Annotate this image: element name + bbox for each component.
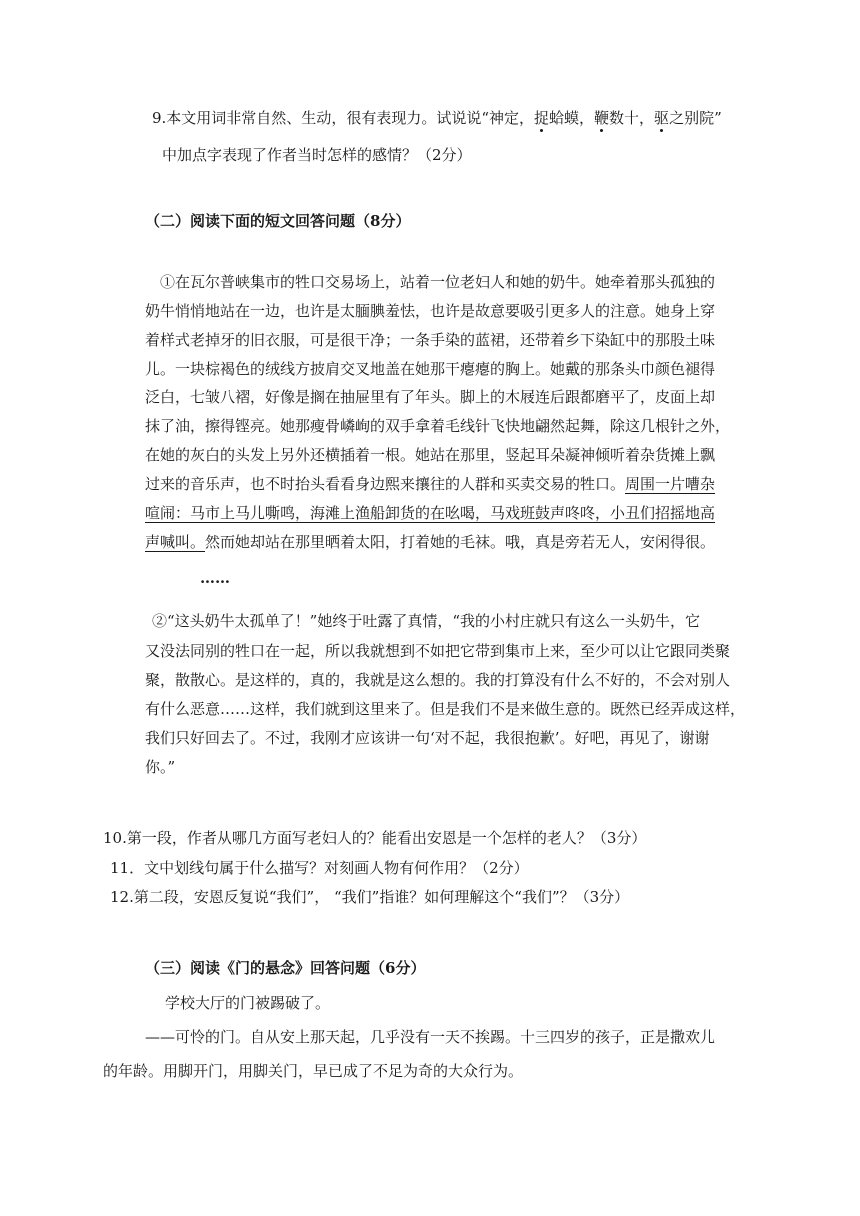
section-3-heading: （三）阅读《门的悬念》回答问题（6分） <box>145 959 426 977</box>
passage-2-line: 有什么恶意……这样，我们就到这里来了。但是我们不是来做生意的。既然已经弄成这样， <box>145 700 746 718</box>
emphasis-dot-char-2: 鞭 <box>594 109 610 127</box>
underlined-sentence-part-1: 周围一片嘈杂 <box>625 475 716 493</box>
passage-2-line: 又没法同别的牲口在一起，所以我就想到不如把它带到集市上来，至少可以让它跟同类聚 <box>145 642 731 660</box>
passage-1-line: 着样式老掉牙的旧衣服，可是很干净；一条手染的蓝裙，还带着乡下染缸中的那股土味 <box>145 331 716 349</box>
passage-2-line: 聚，散散心。是这样的，真的，我就是这么想的。我的打算没有什么不好的，不会对别人 <box>145 671 731 689</box>
question-9-line-1 <box>152 108 722 128</box>
question-12: 12.第二段，安恩反复说“我们”， “我们”指谁？如何理解这个“我们”？（3分） <box>110 888 630 906</box>
underlined-sentence-part-3: 声喊叫。 <box>145 533 206 551</box>
q9-text-1: 9.本文用词非常自然、生动，很有表现力。试说说“神定， <box>152 109 534 127</box>
emphasis-dot-char-1: 捉 <box>533 109 549 127</box>
q9-text-3: 数十， <box>609 109 655 127</box>
section-3-line-3: 的年龄。用脚开门，用脚关门，早已成了不足为奇的大众行为。 <box>103 1062 524 1080</box>
passage-1-line-10 <box>145 532 715 552</box>
passage-1-line: ①在瓦尔普峡集市的牲口交易场上，站着一位老妇人和她的奶牛。她牵着那头孤独的 <box>160 273 716 291</box>
passage-1-line: 泛白，七皱八褶，好像是搁在抽屉里有了年头。脚上的木屐连后跟都磨平了，皮面上却 <box>145 388 716 406</box>
passage-1-line: 儿。一块棕褐色的绒线方披肩交叉地盖在她那干瘪瘪的胸上。她戴的那条头巾颜色褪得 <box>145 360 716 378</box>
ellipsis: …… <box>200 569 230 587</box>
section-3-line-1: 学校大厅的门被踢破了。 <box>165 994 331 1012</box>
underlined-sentence-part-2: 喧闹：马市上马儿嘶鸣，海滩上渔船卸货的在吆喝，马戏班鼓声咚咚，小丑们招摇地高 <box>145 504 716 522</box>
passage-text: 过来的音乐声，也不时抬头看看身边熙来攘往的人群和买卖交易的牲口。 <box>145 475 626 493</box>
q9-text-2: 蛤蟆， <box>549 109 595 127</box>
passage-1-line-8 <box>145 474 715 494</box>
question-9-line-2: 中加点字表现了作者当时怎样的感情？（2分） <box>162 146 472 164</box>
section-3-line-2: ——可怜的门。自从安上那天起，几乎没有一天不挨踢。十三四岁的孩子，正是撒欢儿 <box>145 1028 716 1046</box>
emphasis-dot-char-3: 驱 <box>654 109 670 127</box>
passage-2-line: ②“这头奶牛太孤单了！”她终于吐露了真情，“我的小村庄就只有这么一头奶牛，它 <box>152 612 701 630</box>
passage-2-line: 你。” <box>145 758 176 776</box>
passage-2-line: 我们只好回去了。不过，我刚才应该讲一句‘对不起，我很抱歉’。好吧，再见了，谢谢 <box>145 729 710 747</box>
question-10: 10.第一段，作者从哪几方面写老妇人的？能看出安恩是一个怎样的老人？（3分） <box>103 829 647 847</box>
section-2-heading: （二）阅读下面的短文回答问题（8分） <box>145 212 411 230</box>
question-11: 11．文中划线句属于什么描写？对刻画人物有何作用？（2分） <box>110 859 529 877</box>
q9-text-4: 之别院” <box>669 109 722 127</box>
passage-text: 然而她却站在那里晒着太阳，打着她的毛袜。哦，真是旁若无人，安闲得很。 <box>205 533 716 551</box>
passage-1-line: 抹了油，擦得铿亮。她那瘦骨嶙峋的双手拿着毛线针飞快地翩然起舞，除这几根针之外， <box>145 417 731 435</box>
passage-1-line: 在她的灰白的头发上另外还横插着一根。她站在那里，竖起耳朵凝神倾听着杂货摊上飘 <box>145 446 716 464</box>
passage-1-line: 奶牛悄悄地站在一边，也许是太腼腆羞怯，也许是故意要吸引更多人的注意。她身上穿 <box>145 302 716 320</box>
